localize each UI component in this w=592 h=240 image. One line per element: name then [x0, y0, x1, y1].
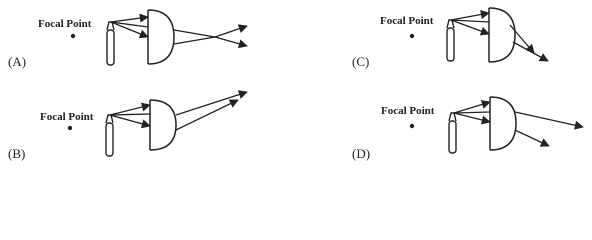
panel-a-label: (A)	[8, 54, 27, 69]
panel-d-focal-point-label: Focal Point	[381, 105, 435, 117]
panel-a-focal-point-dot	[71, 34, 75, 38]
panel-a	[8, 10, 247, 69]
panel-d-flashlight	[449, 113, 456, 153]
panel-c-label: (C)	[352, 54, 370, 69]
panel-b-flashlight	[106, 115, 113, 156]
panel-b-lens	[150, 100, 176, 150]
panel-b-focal-point-label: Focal Point	[40, 111, 94, 123]
panel-b-label: (B)	[8, 146, 26, 161]
panel-d	[352, 97, 583, 161]
panel-d-rays	[454, 102, 583, 146]
panel-c-rays	[451, 13, 548, 61]
panel-c-flashlight	[447, 20, 454, 61]
panel-b	[8, 92, 247, 161]
panel-d-lens	[490, 97, 516, 150]
panel-d-focal-point-dot	[410, 124, 414, 128]
panel-c-focal-point-label: Focal Point	[380, 15, 434, 27]
panel-c-lens	[489, 8, 515, 62]
panel-a-rays	[111, 17, 247, 46]
panel-c-focal-point-dot	[410, 34, 414, 38]
panel-c	[352, 8, 548, 69]
panel-a-lens	[148, 10, 174, 64]
panel-a-focal-point-label: Focal Point	[38, 18, 92, 30]
panel-b-rays	[110, 92, 247, 130]
panel-a-flashlight	[107, 22, 114, 65]
panel-d-label: (D)	[352, 146, 371, 161]
panel-b-focal-point-dot	[68, 126, 72, 130]
